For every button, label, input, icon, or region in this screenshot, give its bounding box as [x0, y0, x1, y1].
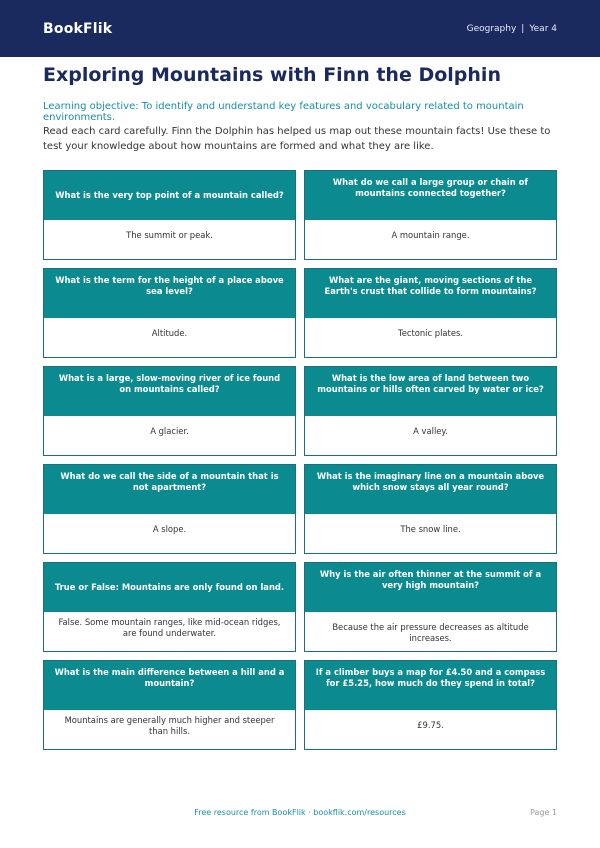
- flashcard-grid: [43, 170, 557, 750]
- card-question: What do we call the side of a mountain that is not apartment?: [44, 465, 295, 514]
- card-question: What is the term for the height of a place above sea level?: [44, 269, 295, 318]
- page-number: Page 1: [530, 808, 557, 817]
- card-answer: A mountain range.: [391, 230, 470, 240]
- flashcard: [304, 464, 557, 554]
- flashcard: [43, 170, 296, 260]
- card-question: What do we call a large group or chain of mountains connected together?: [305, 171, 556, 220]
- page-title: Exploring Mountains with Finn the Dolphin: [43, 64, 501, 86]
- page-header: [0, 0, 600, 57]
- card-answer: A glacier.: [150, 426, 189, 436]
- card-question: What are the giant, moving sections of the Earth's crust that collide to form mountains?: [305, 269, 556, 318]
- card-answer: A slope.: [152, 524, 187, 534]
- card-answer: Altitude.: [151, 328, 188, 338]
- card-answer: Tectonic plates.: [398, 328, 463, 338]
- flashcard: [43, 562, 296, 652]
- flashcard: [304, 660, 557, 750]
- card-answer: The summit or peak.: [126, 230, 213, 240]
- flashcard: [304, 268, 557, 358]
- card-question: True or False: Mountains are only found on land.: [44, 563, 295, 612]
- card-answer: The snow line.: [400, 524, 461, 534]
- page-footer: [0, 808, 600, 820]
- flashcard: [43, 464, 296, 554]
- year-label: Year 4: [529, 23, 557, 34]
- flashcard: [43, 366, 296, 456]
- card-question: What is the very top point of a mountain called?: [44, 171, 295, 220]
- flashcard: [43, 660, 296, 750]
- separator: |: [521, 23, 525, 34]
- footer-resource-link[interactable]: Free resource from BookFlik · bookflik.com/resources: [194, 808, 406, 817]
- flashcard: [304, 366, 557, 456]
- card-answer: £9.75.: [417, 720, 444, 730]
- intro-text: Read each card carefully. Finn the Dolphin has helped us map out these mountain facts! Use these to test your knowledge about how mountains are formed and what they are like.: [43, 126, 551, 152]
- card-question: What is the main difference between a hill and a mountain?: [44, 661, 295, 710]
- card-question: Why is the air often thinner at the summit of a very high mountain?: [305, 563, 556, 612]
- learning-objective: Learning objective: To identify and understand key features and vocabulary related to mountain environments.: [43, 101, 524, 123]
- card-question: What is the imaginary line on a mountain above which snow stays all year round?: [305, 465, 556, 514]
- subject-label: Geography: [466, 23, 517, 34]
- card-answer: Because the air pressure decreases as altitude increases.: [332, 622, 529, 643]
- brand-logo[interactable]: BookFlik: [43, 20, 113, 37]
- card-answer: Mountains are generally much higher and steeper than hills.: [64, 715, 275, 736]
- card-question: What is the low area of land between two mountains or hills often carved by water or ice?: [305, 367, 556, 416]
- card-answer: False. Some mountain ranges, like mid-ocean ridges, are found underwater.: [58, 617, 281, 638]
- card-question: If a climber buys a map for £4.50 and a compass for £5.25, how much do they spend in total?: [305, 661, 556, 710]
- header-meta: [467, 24, 557, 34]
- card-answer: A valley.: [413, 426, 448, 436]
- flashcard: [304, 170, 557, 260]
- flashcard: [304, 562, 557, 652]
- flashcard: [43, 268, 296, 358]
- card-question: What is a large, slow-moving river of ice found on mountains called?: [44, 367, 295, 416]
